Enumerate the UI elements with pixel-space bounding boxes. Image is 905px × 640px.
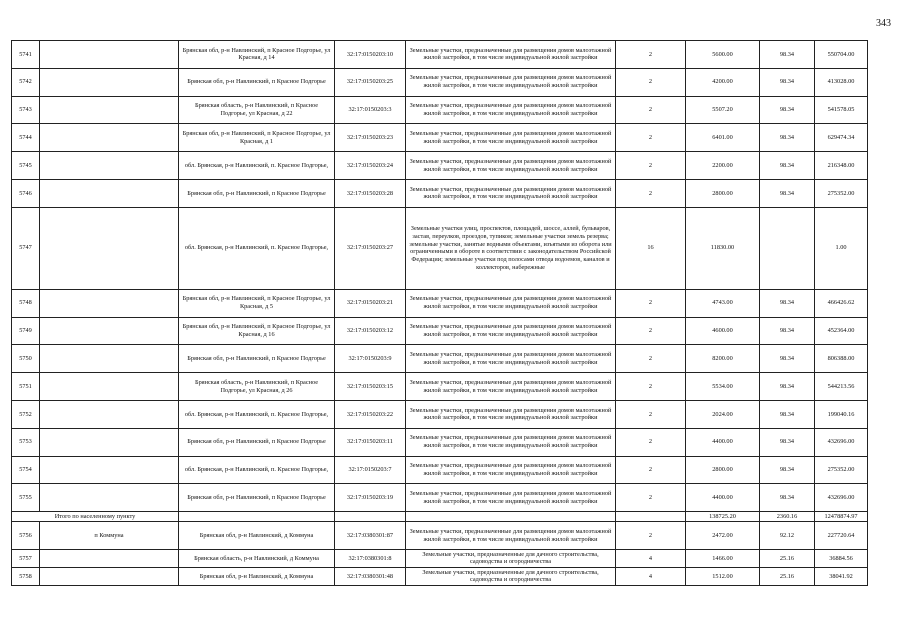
spacer-cell (40, 373, 179, 401)
rate-cell: 98.34 (760, 345, 815, 373)
area-cell: 5600.00 (686, 41, 760, 69)
area-cell: 2200.00 (686, 152, 760, 180)
cadastral-number-cell: 32:17:0150203:23 (335, 124, 406, 152)
cadastral-value-cell: 432696.00 (815, 484, 868, 512)
address-cell: Брянская область, р-н Навлинский, д Коммуна (179, 549, 335, 567)
cadastral-number-cell: 32:17:0150203:3 (335, 96, 406, 124)
rate-cell: 98.34 (760, 152, 815, 180)
rate-cell: 98.34 (760, 68, 815, 96)
rate-cell: 98.34 (760, 124, 815, 152)
rate-cell: 25.16 (760, 567, 815, 585)
spacer-cell (40, 96, 179, 124)
address-cell: обл. Брянская, р-н Навлинский, п. Красное Подгорье, (179, 207, 335, 289)
cadastral-number-cell: 32:17:0150203:24 (335, 152, 406, 180)
land-use-cell: Земельные участки, предназначенные для размещения домов малоэтажной жилой застройки, в том числе индивидуальной жилой застройки (406, 400, 616, 428)
address-cell: обл. Брянская, р-н Навлинский, п. Красное Подгорье, (179, 456, 335, 484)
table-row (12, 289, 868, 317)
cadastral-value-cell: 466426.62 (815, 289, 868, 317)
address-cell: Брянская обл, р-н Навлинский, д Коммуна (179, 567, 335, 585)
land-use-cell: Земельные участки, предназначенные для размещения домов малоэтажной жилой застройки, в том числе индивидуальной жилой застройки (406, 179, 616, 207)
group-cell: 2 (616, 179, 686, 207)
spacer-cell (40, 68, 179, 96)
subtotal-row (12, 512, 868, 522)
group-cell: 2 (616, 345, 686, 373)
rate-cell: 98.34 (760, 484, 815, 512)
table-row (12, 68, 868, 96)
row-number: 5748 (12, 289, 40, 317)
spacer-cell (40, 428, 179, 456)
table-row (12, 345, 868, 373)
land-use-cell: Земельные участки, предназначенные для размещения домов малоэтажной жилой застройки, в том числе индивидуальной жилой застройки (406, 152, 616, 180)
address-cell: Брянская обл, р-н Навлинский, п Красное Подгорье, ул Красная, д 5 (179, 289, 335, 317)
row-number: 5752 (12, 400, 40, 428)
spacer-cell (40, 152, 179, 180)
area-cell: 1512.00 (686, 567, 760, 585)
cadastral-number-cell: 32:17:0150203:11 (335, 428, 406, 456)
cadastral-value-cell: 1.00 (815, 207, 868, 289)
cadastral-number-cell: 32:17:0150203:19 (335, 484, 406, 512)
land-use-cell: Земельные участки, предназначенные для размещения домов малоэтажной жилой застройки, в том числе индивидуальной жилой застройки (406, 373, 616, 401)
area-cell: 2472.00 (686, 522, 760, 550)
land-use-cell: Земельные участки, предназначенные для дачного строительства, садоводства и огородничества (406, 549, 616, 567)
table-row (12, 41, 868, 69)
empty-cell (179, 512, 335, 522)
area-cell: 4200.00 (686, 68, 760, 96)
empty-cell (335, 512, 406, 522)
land-valuation-table (11, 40, 868, 586)
land-use-cell: Земельные участки, предназначенные для дачного строительства, садоводства и огородничества (406, 567, 616, 585)
rate-cell: 25.16 (760, 549, 815, 567)
land-use-cell: Земельные участки, предназначенные для размещения домов малоэтажной жилой застройки, в том числе индивидуальной жилой застройки (406, 41, 616, 69)
cadastral-number-cell: 32:17:0150203:15 (335, 373, 406, 401)
address-cell: Брянская обл, р-н Навлинский, п Красное Подгорье (179, 484, 335, 512)
table-row (12, 400, 868, 428)
spacer-cell (40, 549, 179, 567)
table-row (12, 549, 868, 567)
empty-cell (616, 512, 686, 522)
table-row (12, 428, 868, 456)
area-cell: 6401.00 (686, 124, 760, 152)
group-cell: 16 (616, 207, 686, 289)
table-row (12, 152, 868, 180)
table-row (12, 373, 868, 401)
address-cell: Брянская обл, р-н Навлинский, п Красное Подгорье, ул Красная, д 16 (179, 317, 335, 345)
address-cell: Брянская обл, р-н Навлинский, д Коммуна (179, 522, 335, 550)
row-number: 5743 (12, 96, 40, 124)
rate-cell: 98.34 (760, 428, 815, 456)
empty-cell (406, 512, 616, 522)
subtotal-value: 12478874.97 (815, 512, 868, 522)
rate-cell: 98.34 (760, 317, 815, 345)
table-body (12, 41, 868, 586)
subtotal-rate: 2360.16 (760, 512, 815, 522)
cadastral-value-cell: 275352.00 (815, 179, 868, 207)
area-cell: 4600.00 (686, 317, 760, 345)
cadastral-number-cell: 32:17:0150203:9 (335, 345, 406, 373)
land-use-cell: Земельные участки, предназначенные для размещения домов малоэтажной жилой застройки, в том числе индивидуальной жилой застройки (406, 428, 616, 456)
group-cell: 2 (616, 124, 686, 152)
spacer-cell (40, 317, 179, 345)
cadastral-value-cell: 413028.00 (815, 68, 868, 96)
land-use-cell: Земельные участки, предназначенные для размещения домов малоэтажной жилой застройки, в том числе индивидуальной жилой застройки (406, 289, 616, 317)
row-number: 5750 (12, 345, 40, 373)
group-cell: 2 (616, 41, 686, 69)
row-number: 5744 (12, 124, 40, 152)
cadastral-number-cell: 32:17:0150203:27 (335, 207, 406, 289)
cadastral-value-cell: 36884.56 (815, 549, 868, 567)
area-cell: 5507.20 (686, 96, 760, 124)
cadastral-value-cell: 544213.56 (815, 373, 868, 401)
row-number: 5757 (12, 549, 40, 567)
row-number: 5751 (12, 373, 40, 401)
rate-cell: 98.34 (760, 456, 815, 484)
spacer-cell (40, 456, 179, 484)
row-number: 5754 (12, 456, 40, 484)
table-row (12, 207, 868, 289)
table-row (12, 456, 868, 484)
land-use-cell: Земельные участки, предназначенные для размещения домов малоэтажной жилой застройки, в том числе индивидуальной жилой застройки (406, 456, 616, 484)
cadastral-value-cell: 452364.00 (815, 317, 868, 345)
address-cell: Брянская обл, р-н Навлинский, п Красное Подгорье, ул Красная, д 1 (179, 124, 335, 152)
group-cell: 2 (616, 373, 686, 401)
address-cell: Брянская обл, р-н Навлинский, п Красное Подгорье, ул Красная, д 14 (179, 41, 335, 69)
row-number: 5741 (12, 41, 40, 69)
address-cell: Брянская обл, р-н Навлинский, п Красное Подгорье (179, 179, 335, 207)
area-cell: 5534.00 (686, 373, 760, 401)
group-cell: 2 (616, 484, 686, 512)
rate-cell: 98.34 (760, 400, 815, 428)
cadastral-number-cell: 32:17:0150203:12 (335, 317, 406, 345)
cadastral-value-cell: 806388.00 (815, 345, 868, 373)
land-use-cell: Земельные участки, предназначенные для размещения домов малоэтажной жилой застройки, в том числе индивидуальной жилой застройки (406, 345, 616, 373)
address-cell: Брянская обл, р-н Навлинский, п Красное Подгорье (179, 428, 335, 456)
group-cell: 2 (616, 317, 686, 345)
table-row (12, 484, 868, 512)
cadastral-number-cell: 32:17:0150203:28 (335, 179, 406, 207)
group-cell: 2 (616, 522, 686, 550)
address-cell: Брянская область, р-н Навлинский, п Красное Подгорье, ул Красная, д 22 (179, 96, 335, 124)
cadastral-value-cell: 275352.00 (815, 456, 868, 484)
row-number: 5753 (12, 428, 40, 456)
area-cell: 2800.00 (686, 456, 760, 484)
table-row (12, 522, 868, 550)
rate-cell: 98.34 (760, 96, 815, 124)
table-row (12, 124, 868, 152)
cadastral-value-cell: 550704.00 (815, 41, 868, 69)
land-use-cell: Земельные участки, предназначенные для размещения домов малоэтажной жилой застройки, в том числе индивидуальной жилой застройки (406, 522, 616, 550)
group-cell: 2 (616, 96, 686, 124)
land-use-cell: Земельные участки, предназначенные для размещения домов малоэтажной жилой застройки, в том числе индивидуальной жилой застройки (406, 484, 616, 512)
area-cell: 11830.00 (686, 207, 760, 289)
area-cell: 2024.00 (686, 400, 760, 428)
cadastral-value-cell: 227720.64 (815, 522, 868, 550)
rate-cell: 92.12 (760, 522, 815, 550)
address-cell: обл. Брянская, р-н Навлинский, п. Красное Подгорье, (179, 400, 335, 428)
cadastral-value-cell: 199040.16 (815, 400, 868, 428)
subtotal-label: Итого по населенному пункту (12, 512, 179, 522)
spacer-cell (40, 289, 179, 317)
group-cell: 2 (616, 456, 686, 484)
cadastral-number-cell: 32:17:0150203:10 (335, 41, 406, 69)
land-use-cell: Земельные участки, предназначенные для размещения домов малоэтажной жилой застройки, в том числе индивидуальной жилой застройки (406, 68, 616, 96)
row-number: 5755 (12, 484, 40, 512)
cadastral-value-cell: 432696.00 (815, 428, 868, 456)
cadastral-value-cell: 541578.05 (815, 96, 868, 124)
address-cell: обл. Брянская, р-н Навлинский, п. Красное Подгорье, (179, 152, 335, 180)
group-cell: 2 (616, 68, 686, 96)
table-row (12, 567, 868, 585)
address-cell: Брянская обл, р-н Навлинский, п Красное Подгорье (179, 68, 335, 96)
rate-cell: 98.34 (760, 179, 815, 207)
rate-cell: 98.34 (760, 373, 815, 401)
area-cell: 2800.00 (686, 179, 760, 207)
spacer-cell (40, 345, 179, 373)
cadastral-number-cell: 32:17:0150203:25 (335, 68, 406, 96)
cadastral-number-cell: 32:17:0380301:87 (335, 522, 406, 550)
rate-cell (760, 207, 815, 289)
spacer-cell (40, 400, 179, 428)
row-number: 5746 (12, 179, 40, 207)
group-cell: 2 (616, 289, 686, 317)
page-number: 343 (876, 18, 891, 29)
cadastral-number-cell: 32:17:0380301:48 (335, 567, 406, 585)
spacer-cell (40, 179, 179, 207)
spacer-cell (40, 484, 179, 512)
group-cell: 2 (616, 428, 686, 456)
cadastral-number-cell: 32:17:0380301:8 (335, 549, 406, 567)
area-cell: 4400.00 (686, 484, 760, 512)
row-number: 5758 (12, 567, 40, 585)
cadastral-number-cell: 32:17:0150203:21 (335, 289, 406, 317)
spacer-cell (40, 124, 179, 152)
row-number: 5756 (12, 522, 40, 550)
table-row (12, 179, 868, 207)
spacer-cell (40, 207, 179, 289)
table-row (12, 96, 868, 124)
area-cell: 8200.00 (686, 345, 760, 373)
subtotal-area: 138725.20 (686, 512, 760, 522)
rate-cell: 98.34 (760, 289, 815, 317)
address-cell: Брянская обл, р-н Навлинский, п Красное Подгорье (179, 345, 335, 373)
cadastral-value-cell: 629474.34 (815, 124, 868, 152)
cadastral-number-cell: 32:17:0150203:22 (335, 400, 406, 428)
row-number: 5747 (12, 207, 40, 289)
group-cell: 4 (616, 567, 686, 585)
cadastral-value-cell: 38041.92 (815, 567, 868, 585)
area-cell: 4400.00 (686, 428, 760, 456)
row-number: 5742 (12, 68, 40, 96)
land-use-cell: Земельные участки, предназначенные для размещения домов малоэтажной жилой застройки, в том числе индивидуальной жилой застройки (406, 96, 616, 124)
row-number: 5749 (12, 317, 40, 345)
locality-label: п Коммуна (40, 522, 179, 550)
area-cell: 1466.00 (686, 549, 760, 567)
group-cell: 4 (616, 549, 686, 567)
group-cell: 2 (616, 152, 686, 180)
cadastral-value-cell: 216348.00 (815, 152, 868, 180)
table-row (12, 317, 868, 345)
cadastral-number-cell: 32:17:0150203:7 (335, 456, 406, 484)
group-cell: 2 (616, 400, 686, 428)
row-number: 5745 (12, 152, 40, 180)
land-use-cell: Земельные участки, предназначенные для размещения домов малоэтажной жилой застройки, в том числе индивидуальной жилой застройки (406, 317, 616, 345)
area-cell: 4743.00 (686, 289, 760, 317)
rate-cell: 98.34 (760, 41, 815, 69)
spacer-cell (40, 41, 179, 69)
spacer-cell (40, 567, 179, 585)
address-cell: Брянская область, р-н Навлинский, п Красное Подгорье, ул Красная, д 26 (179, 373, 335, 401)
land-use-cell: Земельные участки, предназначенные для размещения домов малоэтажной жилой застройки, в том числе индивидуальной жилой застройки (406, 124, 616, 152)
land-use-cell: Земельные участки улиц, проспектов, площадей, шоссе, аллей, бульваров, застав, переулков, проездов, тупиков; земельные участки земель резерва; земельные участки, занятые водными объектами, изъятыми из оборота или ограниченными в обороте в соответствии с законодательством Российской Федерации; земельные участки под полосами отвода водоемов, каналов и коллекторов, набережные (406, 207, 616, 289)
